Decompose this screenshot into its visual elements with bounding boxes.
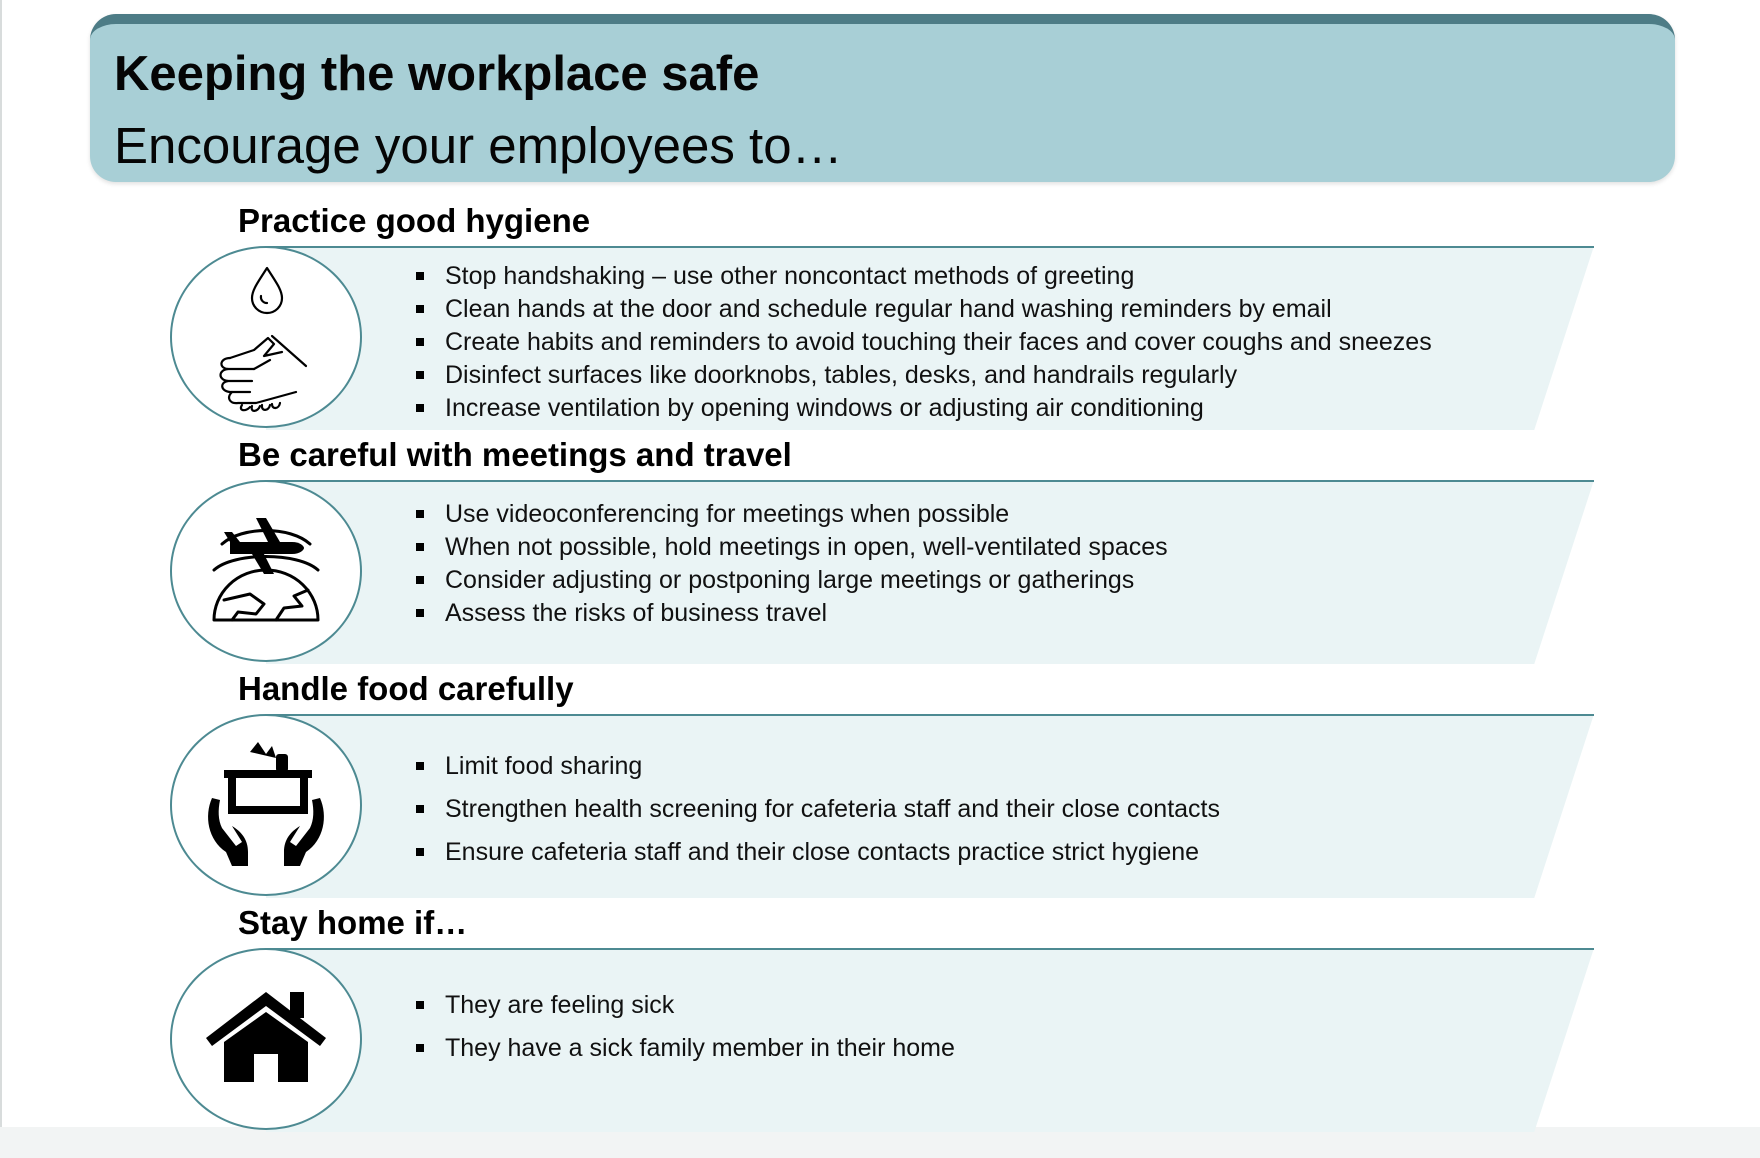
list-item: Strengthen health screening for cafeteria staff and their close contacts — [414, 788, 1220, 831]
list-item: Ensure cafeteria staff and their close contacts practice strict hygiene — [414, 831, 1220, 874]
list-item: Limit food sharing — [414, 745, 1220, 788]
list-item: Disinfect surfaces like doorknobs, tables, desks, and handrails regularly — [414, 359, 1432, 392]
section-divider — [266, 714, 1594, 716]
section-title: Handle food carefully — [238, 670, 574, 707]
airplane-globe-icon — [170, 480, 362, 662]
house-icon — [170, 948, 362, 1130]
bullet-list — [414, 260, 1432, 425]
section-title: Be careful with meetings and travel — [238, 436, 792, 473]
section-divider — [266, 948, 1594, 950]
section-divider — [266, 480, 1594, 482]
page-subtitle: Encourage your employees to… — [114, 117, 843, 174]
list-item: Create habits and reminders to avoid touching their faces and cover coughs and sneezes — [414, 326, 1432, 359]
list-item: They are feeling sick — [414, 984, 955, 1027]
list-item: They have a sick family member in their home — [414, 1027, 955, 1070]
bullet-list — [414, 745, 1220, 874]
bullet-list — [414, 984, 955, 1070]
page-title: Keeping the workplace safe — [114, 47, 760, 101]
section-title: Stay home if… — [238, 904, 468, 941]
header-banner — [90, 14, 1675, 182]
list-item: Increase ventilation by opening windows or adjusting air conditioning — [414, 392, 1432, 425]
list-item: Assess the risks of business travel — [414, 597, 1168, 630]
list-item: When not possible, hold meetings in open, well-ventilated spaces — [414, 531, 1168, 564]
section-title: Practice good hygiene — [238, 202, 591, 239]
hands-holding-food-icon — [170, 714, 362, 896]
list-item: Consider adjusting or postponing large meetings or gatherings — [414, 564, 1168, 597]
section-divider — [266, 246, 1594, 248]
hand-washing-icon — [170, 246, 362, 428]
list-item: Use videoconferencing for meetings when possible — [414, 498, 1168, 531]
list-item: Stop handshaking – use other noncontact methods of greeting — [414, 260, 1432, 293]
list-item: Clean hands at the door and schedule regular hand washing reminders by email — [414, 293, 1432, 326]
bullet-list — [414, 498, 1168, 630]
